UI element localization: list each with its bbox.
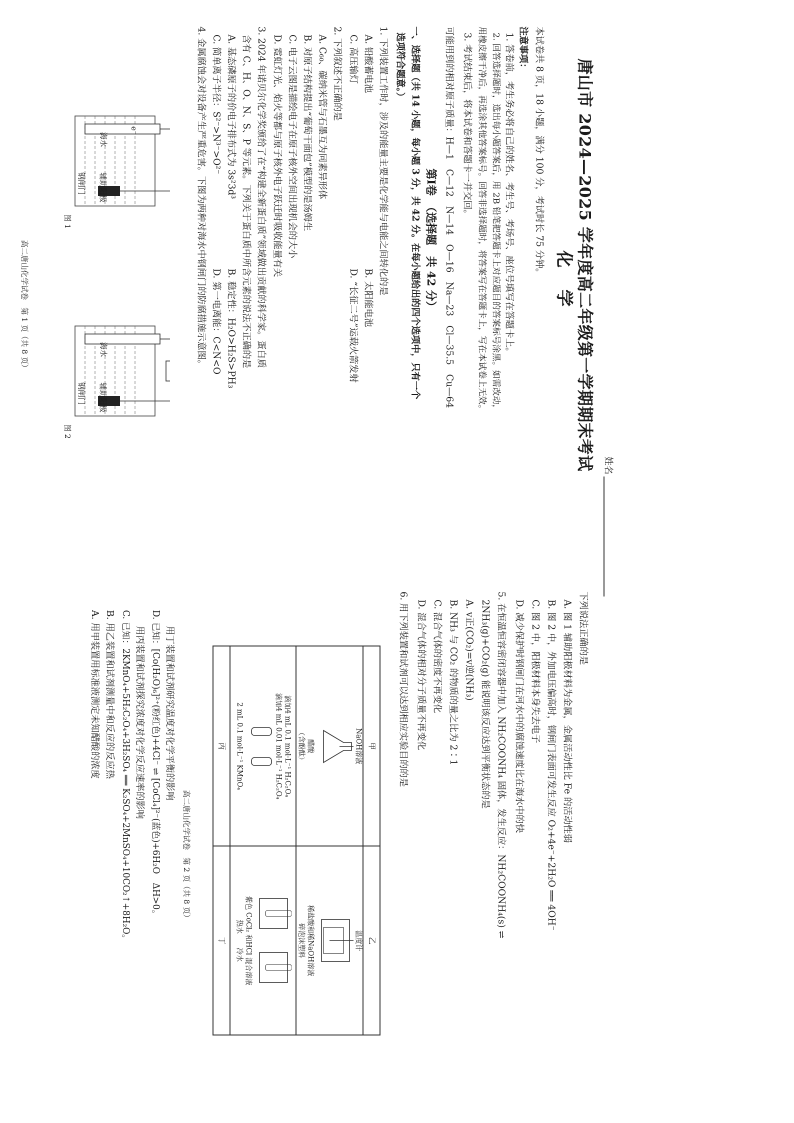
jia-naoh-label: NaOH溶液 [355, 728, 363, 765]
q5-stem-1: 5. 在恒温恒容密闭容器中加入 NH₂COONH₄ 固体，发生反应：NH₂COONH₄(s) ⇌ [495, 591, 507, 939]
bing-test-tubes-drawing [249, 711, 273, 781]
q3-option-c: C. 简单离子半径：S²⁻>N³⁻>O²⁻ [210, 34, 222, 175]
q5-stem-2: 2NH₃(g)+CO₂(g) 能说明该反应达到平衡状态的是 [479, 599, 491, 809]
jia-acid-label: 醋酸 [306, 739, 315, 754]
bing-right-2: 0.01 mol·L⁻¹ [274, 727, 283, 772]
figure-1-gate-label: 钢闸门 [76, 172, 86, 195]
q4-option-a: A. 图 1 辅助阳极材料为金属，金属活动性比 Fe 的活动性弱 [561, 599, 573, 843]
q5-option-b: B. NH₃ 与 CO₂ 的物质的量之比为 2∶1 [447, 599, 459, 766]
q4-figure-spacer [600, 59, 601, 60]
yi-foam-label: 碎泡沫塑料 [297, 923, 306, 959]
figure-2-overlay [60, 296, 170, 446]
notice-3: 3. 考试结束后，将本试卷和答题卡一并交回。 [461, 32, 473, 219]
ding-beakers-drawing [258, 891, 292, 991]
q3-stem-1: 3. 2024 年诺贝尔化学奖颁给了在“构建全新蛋白质”领域做出贡献的科学家。蛋白质 [255, 26, 267, 368]
yi-calorimeter-drawing [320, 906, 354, 976]
q6-stem: 6. 用下列装置和试剂可以达到相应实验目的的是 [397, 591, 409, 787]
exam-page-2 [200, 584, 597, 1104]
notice-2-cont: 用橡皮擦干净后，再选涂其他答案标号。回答非选择题时，将答案写在答题卡上，写在本试卷上无效。 [476, 26, 487, 414]
figure-2-anode-label: 辅助阳极 [98, 382, 108, 413]
q2-option-d: D. 霓虹灯光、焰火等都与原子核外电子跃迁时吸收能量有关 [271, 34, 283, 278]
exam-subject: 化学 [553, 250, 574, 329]
notice-1: 1. 答卷前，考生务必将自己的姓名、考生号、考场号、座位号填写在答题卡上。 [503, 32, 515, 357]
section-title: 第Ⅰ卷 （选择题 共 42 分） [424, 168, 438, 313]
q2-stem: 2. 下列叙述不正确的是 [331, 26, 343, 121]
q6-options-band [44, 610, 194, 1110]
q6-option-d-2: 用丁装置和试剂研究温度对化学平衡的影响 [164, 626, 175, 801]
q6-option-d-1: D. 已知：[Co(H₂O)₆]²⁺(粉红色)+4Cl⁻ ⇌ [CoCl₄]²⁻(蓝色)+6H₂O ΔH>0。 [150, 610, 160, 919]
ding-hot-label: 热水 [235, 919, 244, 934]
q1-option-d: D. “长征二号”运载火箭发射 [347, 268, 359, 383]
yi-solution-2: 稀NaOH [306, 933, 315, 963]
q3-option-a: A. 基态磷原子的价电子排布式为 3s²3d³ [225, 34, 237, 199]
q4-stem: 4. 金属腐蚀会对设备产生严重危害。下图为两种对海水中钢闸门的防腐措施示意图。 [195, 26, 207, 369]
jia-indicator-label: （含酚酞） [297, 728, 306, 764]
exam-page-1 [195, 19, 613, 539]
name-blank-line [604, 477, 605, 597]
cell-yi [296, 846, 364, 1035]
ding-mix-2: CoCl₂ [244, 912, 253, 933]
ding-mix-3: 和HCl [244, 934, 253, 956]
q6-option-a: A. 用甲装置用标准液测定未知醋酸的浓度 [89, 610, 100, 779]
yi-solution-1: 稀盐酸和 [306, 905, 315, 934]
q6-option-c-1: C. 已知：2KMnO₄+5H₂C₂O₄+3H₂SO₄ ══ K₂SO₄+2MnSO₄+10CO₂↑+8H₂O。 [120, 610, 130, 944]
q4-intro: 下列说法正确的是 [577, 591, 589, 665]
q5-option-a: A. v正(CO₂)=v逆(NH₃) [463, 599, 475, 701]
figure-1-caption: 图 1 [62, 214, 72, 229]
q1-option-b: B. 太阳能电池 [362, 268, 374, 328]
experiment-table [213, 646, 381, 1036]
q3-option-d: D. 第一电离能：C<N<O [210, 268, 222, 375]
q1-option-c: C. 高压输灯 [347, 34, 359, 84]
page-1-footer-text: 高二唐山化学试卷 第 1 页（共 8 页） [20, 240, 29, 372]
figure-1-electron-label: e⁻ [129, 126, 139, 135]
section-desc-1: 一、选择题（共 14 小题，每小题 3 分，共 42 分。在每小题给出的四个选项中，只有一个 [409, 26, 421, 400]
ding-mix-1: 紫色 [244, 896, 253, 911]
q6-option-c-2: 用丙装置和试剂探究浓度对化学反应速率的影响 [134, 626, 145, 819]
exam-intro: 本试卷共 8 页，18 小题，满分 100 分，考试时长 75 分钟。 [533, 26, 545, 278]
q2-option-c: C. 电子云图是描绘电子在原子核外空间出现机会的大小 [286, 34, 298, 259]
notice-2: 2. 回答选择题时，选出每小题答案后，用 2B 铅笔把答题卡上对应题目的答案标号涂黑。如需改动， [490, 32, 501, 414]
jia-flask-drawing [320, 716, 354, 776]
cell-ding [230, 846, 296, 1035]
bing-kmno4-label: 2 mL 0.1 mol·L⁻¹ KMnO₄ [235, 702, 244, 791]
cell-jia [296, 646, 364, 846]
figure-2-gate-label: 钢闸门 [76, 382, 86, 405]
table-header-yi: 乙 [364, 846, 381, 1035]
figure-1-anode-label: 辅助阳极 [98, 172, 108, 203]
yi-thermometer-label: 温度计 [355, 930, 363, 952]
figure-2-sea-label: 海水 [99, 342, 108, 357]
page-2-footer: 高二唐山化学试卷 第 2 页（共 8 页） [182, 790, 191, 922]
bing-left-1: 滴加4 mL [283, 695, 292, 728]
atomic-masses: 可能用到的相对原子质量：H—1 C—12 N—14 O—16 Na—23 Cl—35.5 Cu—64 [443, 26, 455, 408]
bing-right-1: 滴加4 mL [274, 693, 283, 725]
q1-option-a: A. 铅酸蓄电池 [362, 34, 374, 93]
q4-option-b: B. 图 2 中，外加电压偏高时，钢闸门表面可发生反应 O₂+4e⁻+2H₂O ══ 4OH⁻ [545, 599, 557, 931]
bing-left-2: 0.1 mol·L⁻¹ [283, 729, 292, 770]
yi-solution-3: 溶液 [306, 962, 315, 977]
q1-stem: 1. 下列装置工作时，涉及的能量主要是化学能与电能之间转化的是 [377, 26, 389, 296]
bing-right-3: H₂C₂O₄ [274, 773, 283, 800]
figure-1-sea-label: 海水 [99, 132, 108, 147]
q5-option-c: C. 混合气体的密度不再变化 [431, 599, 443, 714]
cell-bing [230, 646, 296, 846]
notice-heading: 注意事项： [517, 26, 529, 73]
ding-cold-label: 冷水 [235, 947, 244, 962]
q3-option-b: B. 稳定性：H₂O>H₂S>PH₃ [225, 268, 237, 389]
ding-mix-4: 混合溶液 [244, 957, 253, 986]
table-header-jia: 甲 [364, 646, 381, 846]
table-header-ding: 丁 [214, 846, 231, 1035]
q4-option-d: D. 减少保护时钢闸门在河水中的腐蚀速度比在海水中的快 [513, 599, 525, 833]
table-header-bing: 丙 [214, 646, 231, 846]
q2-option-a: A. C₆₀、碳纳米管与石墨互为同素异形体 [316, 34, 328, 200]
section-desc-2: 选项符合题意。） [394, 32, 406, 102]
q6-option-b: B. 用乙装置和试剂测量中和反应的反应热 [104, 610, 115, 779]
bing-left-3: H₂C₂O₄ [283, 771, 292, 798]
q4-option-c: C. 图 2 中，阳极材料本身失去电子 [529, 599, 541, 744]
exam-title: 唐山市 2024—2025 学年度高二年级第一学期期末考试 [575, 58, 595, 472]
figure-2-caption: 图 2 [62, 424, 72, 439]
q5-option-d: D. 混合气体的相对分子质量不再变化 [415, 599, 427, 751]
figure-1-overlay [60, 86, 170, 236]
q2-option-b: B. 对原子结构提出“葡萄干面包”模型的是汤姆生 [301, 34, 313, 232]
q3-stem-2: 含有 C、H、O、N、S、P 等元素。下列关于蛋白质中所含元素的说法不正确的是 [240, 34, 252, 369]
name-label: 姓名 [602, 456, 613, 475]
